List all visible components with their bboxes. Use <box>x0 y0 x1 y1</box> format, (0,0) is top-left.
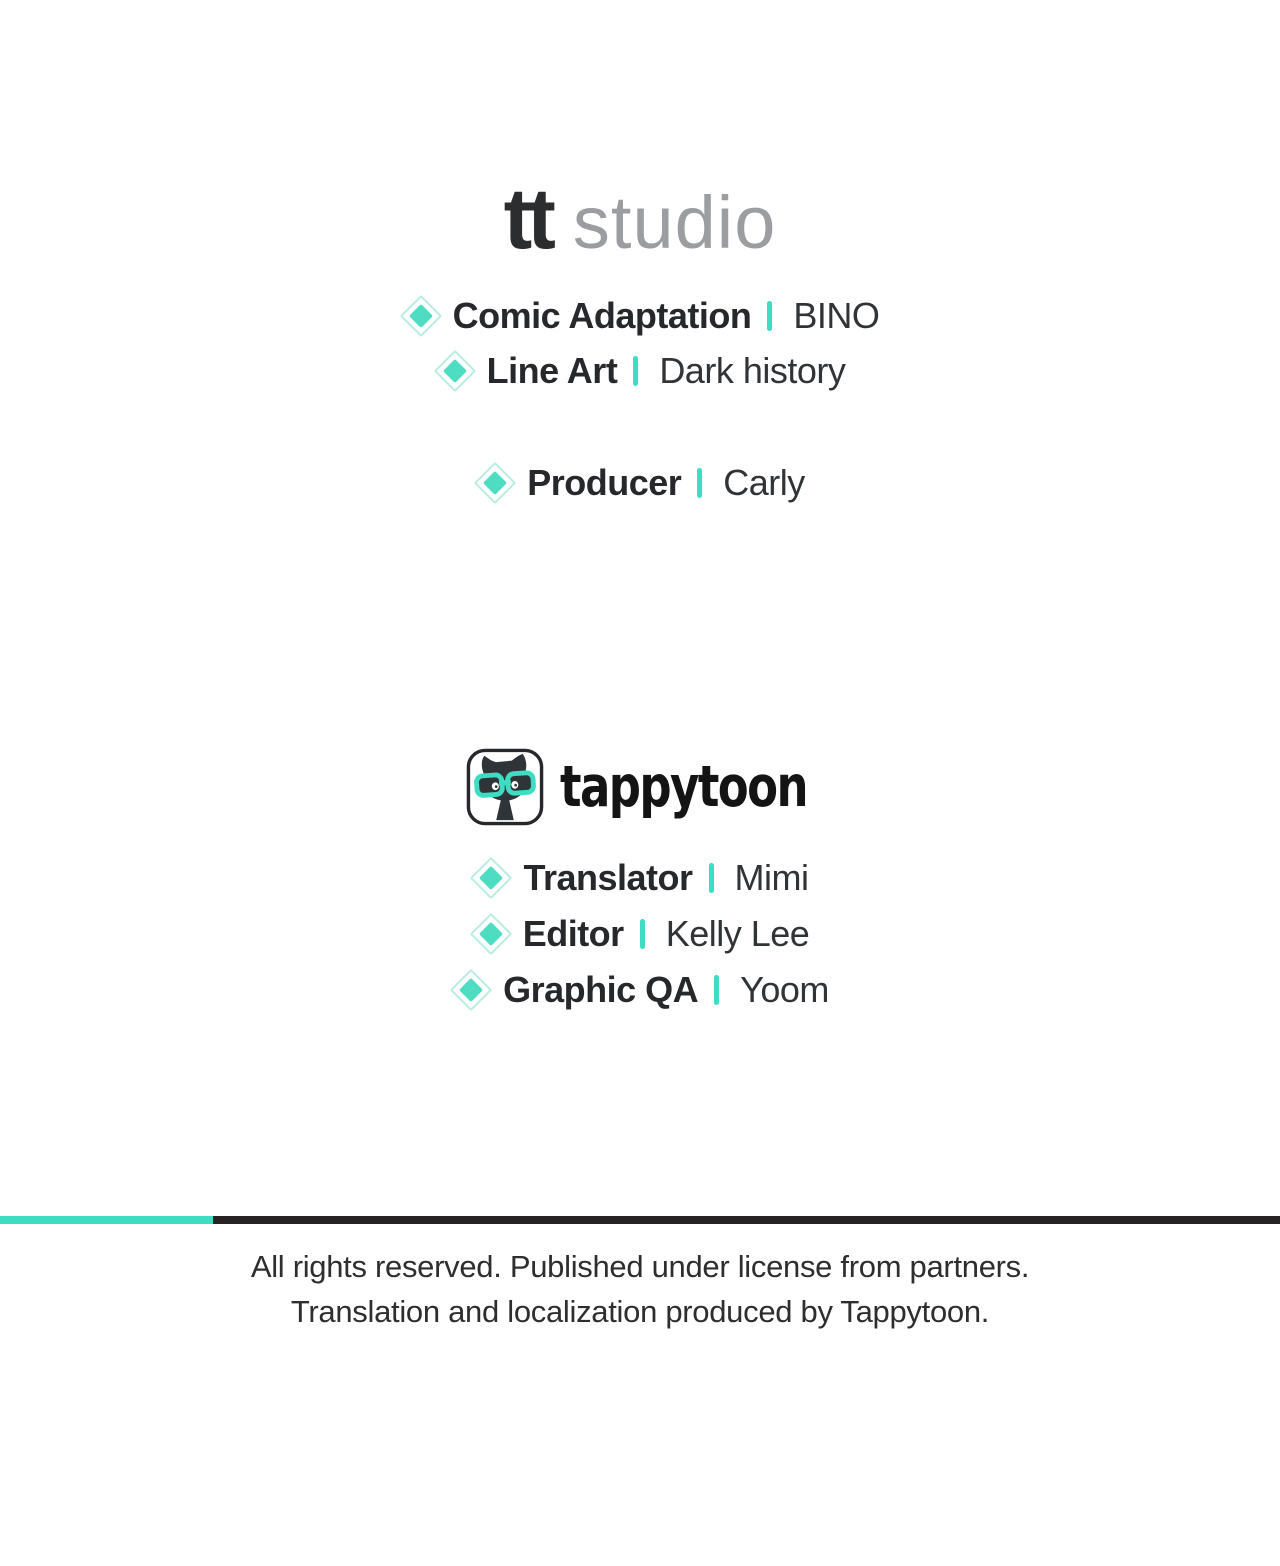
footer-divider <box>0 1216 1280 1224</box>
diamond-icon <box>401 296 441 336</box>
rights-notice-line2: Translation and localization produced by Tappytoon. <box>290 1294 990 1329</box>
credit-row-editor <box>0 913 1280 955</box>
diamond-icon <box>471 914 511 954</box>
separator-bar-icon <box>640 919 645 949</box>
credit-label: Editor <box>522 913 624 954</box>
tappytoon-cat-icon <box>466 748 544 826</box>
credit-value: BINO <box>793 295 880 336</box>
credit-label: Graphic QA <box>503 969 699 1010</box>
credit-label: Line Art <box>486 350 618 391</box>
diamond-icon <box>435 351 475 391</box>
tappytoon-logo <box>0 746 1280 828</box>
separator-bar-icon <box>714 975 719 1005</box>
tappytoon-wordmark: tappytoon <box>559 754 807 820</box>
credit-row-graphic-qa <box>0 969 1280 1011</box>
rights-notice-line1: All rights reserved. Published under license from partners. <box>250 1249 1030 1284</box>
credit-value: Yoom <box>740 969 829 1010</box>
credit-value: Dark history <box>659 350 846 391</box>
credit-value: Kelly Lee <box>665 913 810 954</box>
tt-studio-logo-mark: tt <box>503 171 551 267</box>
credit-row-producer <box>0 462 1280 504</box>
separator-bar-icon <box>633 356 638 386</box>
credit-label: Translator <box>523 857 693 898</box>
diamond-icon <box>471 858 511 898</box>
separator-bar-icon <box>697 468 702 498</box>
tt-studio-logo <box>0 171 1280 267</box>
tt-studio-logo-text: studio <box>572 181 777 264</box>
credit-value: Carly <box>723 462 805 503</box>
credit-row-line-art <box>0 350 1280 392</box>
credit-row-translator <box>0 857 1280 899</box>
diamond-icon <box>451 970 491 1010</box>
footer-divider-accent <box>0 1216 213 1224</box>
credit-label: Comic Adaptation <box>452 295 752 336</box>
separator-bar-icon <box>767 301 772 331</box>
credit-label: Producer <box>527 462 682 503</box>
credit-value: Mimi <box>734 857 809 898</box>
credit-row-comic-adaptation <box>0 295 1280 337</box>
separator-bar-icon <box>709 863 714 893</box>
diamond-icon <box>475 463 515 503</box>
rights-notice <box>0 1244 1280 1334</box>
